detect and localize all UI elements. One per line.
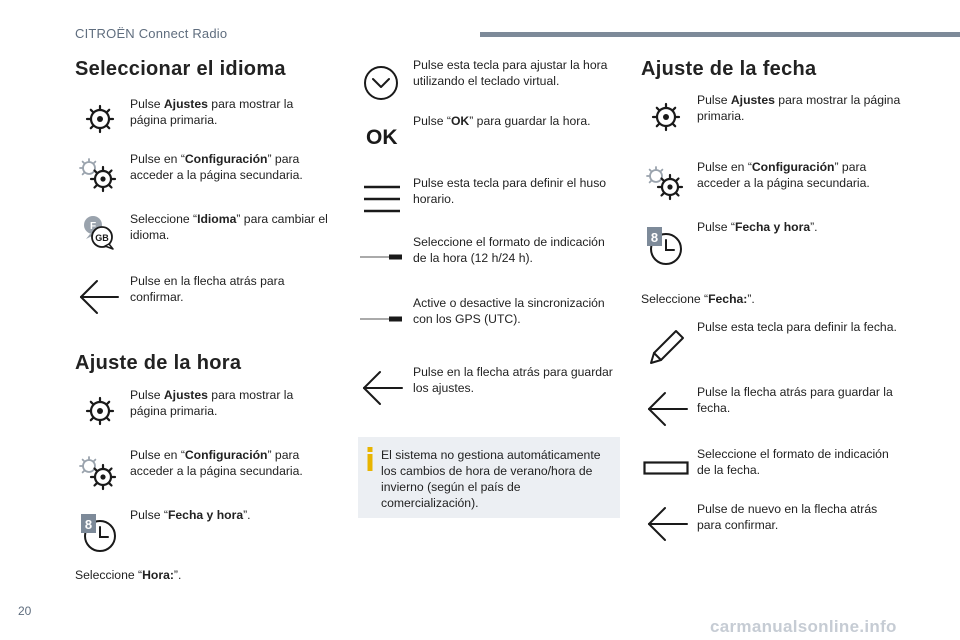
hora-step-1-text: Pulse Ajustes para mostrar la página primaria. bbox=[130, 388, 294, 418]
fecha-step-6-text: Seleccione el formato de indicación de la fecha. bbox=[697, 447, 889, 477]
hora-step-3-text: Pulse “Fecha y hora”. bbox=[130, 508, 251, 522]
mid-step-4-text: Seleccione el formato de indicación de la hora (12 h/24 h). bbox=[413, 235, 605, 265]
idioma-step-3-text: Seleccione “Idioma” para cambiar el idioma. bbox=[130, 212, 328, 242]
gear-icon bbox=[84, 103, 116, 135]
gear-icon bbox=[84, 395, 116, 427]
fecha-step-3-text: Pulse “Fecha y hora”. bbox=[697, 220, 818, 234]
fecha-step-4-text: Pulse esta tecla para definir la fecha. bbox=[697, 320, 897, 334]
mid-step-3-text: Pulse esta tecla para definir el huso horario. bbox=[413, 176, 607, 206]
idioma-step-4-text: Pulse en la flecha atrás para confirmar. bbox=[130, 274, 285, 304]
menu-icon bbox=[362, 183, 402, 215]
idioma-step-2-text: Pulse en “Configuración” para acceder a la página secundaria. bbox=[130, 152, 303, 182]
mid-step-1-text: Pulse esta tecla para ajustar la hora utilizando el teclado virtual. bbox=[413, 58, 608, 88]
flag-letter-f: F bbox=[89, 221, 97, 232]
back-arrow-icon bbox=[360, 369, 404, 407]
idioma-step-1-text: Pulse Ajustes para mostrar la página primaria. bbox=[130, 97, 294, 127]
double-gear-icon bbox=[78, 455, 118, 491]
info-icon bbox=[366, 447, 374, 471]
toggle-line-icon bbox=[360, 314, 404, 324]
gear-icon bbox=[650, 101, 682, 133]
mid-step-2-text: Pulse “OK” para guardar la hora. bbox=[413, 114, 591, 128]
section-title-hora: Ajuste de la hora bbox=[75, 352, 242, 374]
hora-select-line: Seleccione “Hora:”. bbox=[75, 568, 182, 582]
fecha-step-2-text: Pulse en “Configuración” para acceder a la página secundaria. bbox=[697, 160, 870, 190]
format-box-icon bbox=[643, 461, 689, 475]
chevron-down-icon bbox=[362, 64, 400, 102]
calendar-digit: 8 bbox=[84, 517, 93, 532]
toggle-line-icon bbox=[360, 252, 404, 262]
section-title-fecha: Ajuste de la fecha bbox=[641, 58, 817, 80]
page-number: 20 bbox=[18, 604, 32, 618]
back-arrow-icon bbox=[645, 390, 689, 428]
info-note-text: El sistema no gestiona automáticamente los cambios de hora de verano/hora de invierno (según el país de comercialización). bbox=[381, 448, 601, 510]
language-flag-icon bbox=[80, 212, 120, 252]
clock-icon bbox=[644, 223, 686, 267]
ok-icon: OK bbox=[366, 126, 398, 149]
mid-step-6-text: Pulse en la flecha atrás para guardar los ajustes. bbox=[413, 365, 613, 395]
manual-header-title: CITROËN Connect Radio bbox=[75, 26, 228, 41]
fecha-step-5-text: Pulse la flecha atrás para guardar la fecha. bbox=[697, 385, 893, 415]
back-arrow-icon bbox=[645, 505, 689, 543]
back-arrow-icon bbox=[78, 278, 120, 316]
fecha-step-1-text: Pulse Ajustes para mostrar la página primaria. bbox=[697, 93, 901, 123]
calendar-digit: 8 bbox=[650, 230, 659, 245]
fecha-step-7-text: Pulse de nuevo en la flecha atrás para confirmar. bbox=[697, 502, 878, 532]
clock-icon bbox=[78, 510, 120, 554]
watermark-text: carmanualsonline.info bbox=[710, 617, 897, 636]
mid-step-5-text: Active o desactive la sincronización con los GPS (UTC). bbox=[413, 296, 605, 326]
double-gear-icon bbox=[645, 165, 685, 201]
pencil-icon bbox=[646, 328, 686, 368]
hora-step-2-text: Pulse en “Configuración” para acceder a la página secundaria. bbox=[130, 448, 303, 478]
flag-letter-gb: GB bbox=[95, 233, 109, 243]
double-gear-icon bbox=[78, 157, 118, 193]
fecha-select-line: Seleccione “Fecha:”. bbox=[641, 292, 755, 306]
section-title-idioma: Seleccionar el idioma bbox=[75, 58, 286, 80]
header-rule bbox=[480, 32, 960, 37]
